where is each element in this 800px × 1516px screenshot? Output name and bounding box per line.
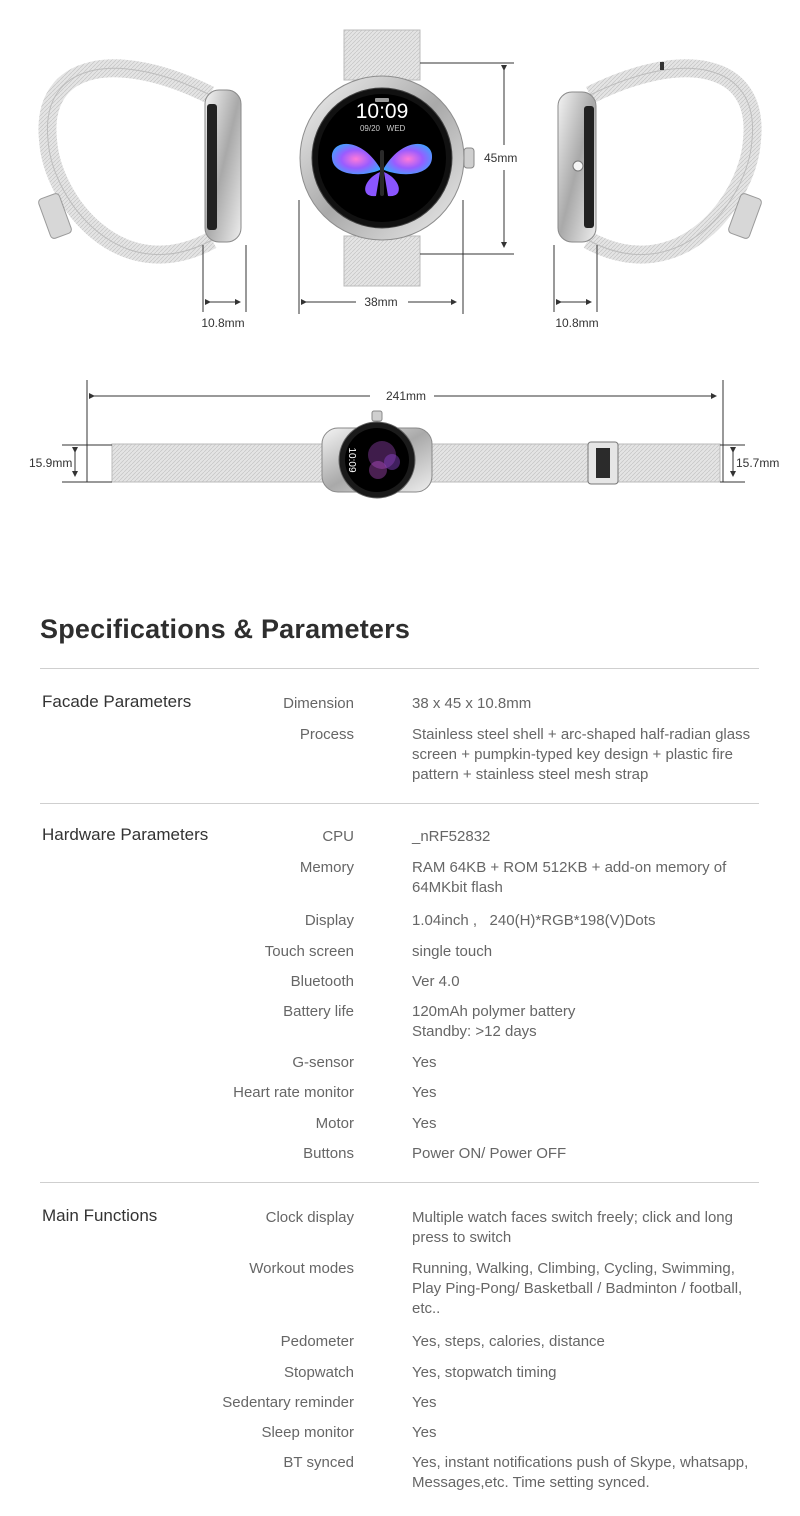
spec-value-sleep-monitor: Yes [412,1424,437,1441]
spec-value-g-sensor: Yes [412,1054,437,1071]
watch-date: 09/20 [359,124,381,133]
spec-label-display: Display [304,912,354,929]
spec-label-workout-modes: Workout modes [249,1260,354,1277]
spec-label-battery-life: Battery life [283,1003,354,1020]
spec-value-buttons: Power ON/ Power OFF [412,1145,567,1162]
divider [40,1182,759,1183]
spec-value-pedometer: Yes, steps, calories, distance [412,1333,605,1350]
spec-label-sleep-monitor: Sleep monitor [261,1424,354,1441]
spec-value-battery-life: 120mAh polymer battery Standby: >12 days [412,1003,576,1040]
spec-value-clock-display: Multiple watch faces switch freely; click and long press to switch [412,1209,733,1246]
band-watch-time: 10:09 [346,447,357,473]
spec-value-stopwatch: Yes, stopwatch timing [412,1364,557,1381]
specs-title: Specifications & Parameters [40,614,411,644]
spec-label-stopwatch: Stopwatch [283,1364,354,1381]
left-height-label: 15.9mm [29,456,73,470]
spec-label-heart-rate: Heart rate monitor [233,1084,354,1101]
spec-value-bluetooth: Ver 4.0 [412,973,460,990]
watch-time: 10:09 [355,100,409,123]
height-label: 45mm [484,151,518,165]
spec-value-display: 1.04inch , 240(H)*RGB*198(V)Dots [412,912,656,929]
spec-value-bt-synced: Yes, instant notifications push of Skype, whatsapp, Messages,etc. Time setting synced. [412,1454,749,1491]
width-label: 38mm [364,295,398,309]
right-height-label: 15.7mm [736,456,780,470]
spec-label-sedentary: Sedentary reminder [222,1394,354,1411]
left-side-view [37,68,241,254]
spec-value-workout-modes: Running, Walking, Climbing, Cycling, Swimming, Play Ping-Pong/ Basketball / Badminton / football, etc.. [412,1260,743,1317]
spec-label-bt-synced: BT synced [283,1454,354,1471]
spec-label-pedometer: Pedometer [280,1333,354,1350]
watch-day: WED [386,124,406,133]
right-thickness-label: 10.8mm [555,316,599,330]
spec-label-cpu: CPU [322,828,354,845]
spec-label-process: Process [299,726,354,743]
spec-value-heart-rate: Yes [412,1084,437,1101]
section-label-hardware: Hardware Parameters [42,825,209,844]
spec-value-sedentary: Yes [412,1394,437,1411]
spec-value-cpu: _nRF52832 [412,828,491,845]
watch-dimension-diagram [0,0,800,540]
spec-value-motor: Yes [412,1115,437,1132]
spec-value-touch-screen: single touch [412,943,493,960]
divider [40,668,759,669]
spec-value-memory: RAM 64KB + ROM 512KB + add-on memory of 64MKbit flash [412,859,727,896]
divider [40,803,759,804]
spec-label-touch-screen: Touch screen [264,943,354,960]
spec-label-motor: Motor [315,1115,354,1132]
spec-label-bluetooth: Bluetooth [290,973,354,990]
band-view [112,411,720,498]
spec-label-g-sensor: G-sensor [292,1054,354,1071]
spec-label-dimension: Dimension [283,695,354,712]
right-side-view [558,62,763,255]
front-view [300,30,474,286]
total-length-label: 241mm [385,389,427,403]
section-label-main-functions: Main Functions [42,1206,158,1225]
spec-label-buttons: Buttons [303,1145,354,1162]
spec-value-process: Stainless steel shell + arc-shaped half-radian glass screen + pumpkin-typed key design + plastic fire pattern + stainless steel mesh strap [412,726,751,783]
left-thickness-label: 10.8mm [201,316,245,330]
spec-label-clock-display: Clock display [265,1209,354,1226]
spec-label-memory: Memory [299,859,354,876]
spec-value-dimension: 38 x 45 x 10.8mm [412,695,532,712]
section-label-facade: Facade Parameters [42,692,192,711]
